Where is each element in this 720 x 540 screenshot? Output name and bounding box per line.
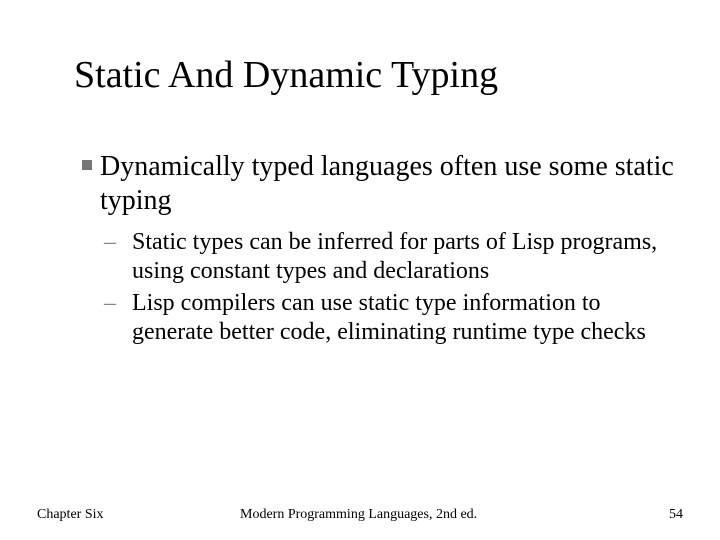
footer-chapter: Chapter Six [37, 507, 104, 522]
sub-bullet-item [104, 289, 684, 347]
square-bullet-icon [82, 160, 92, 170]
slide-title: Static And Dynamic Typing [74, 54, 499, 96]
footer-page-number: 54 [669, 507, 683, 522]
sub-bullet-list [104, 228, 684, 350]
sub-bullet-text: Lisp compilers can use static type information to generate better code, eliminating runtime type checks [132, 290, 646, 345]
footer-book-title: Modern Programming Languages, 2nd ed. [240, 507, 478, 522]
sub-bullet-text: Static types can be inferred for parts of Lisp programs, using constant types and declarations [132, 229, 658, 284]
dash-bullet-icon: – [104, 290, 116, 316]
main-bullet-text: Dynamically typed languages often use some static typing [100, 151, 674, 216]
dash-bullet-icon: – [104, 229, 116, 255]
sub-bullet-item [104, 228, 684, 286]
